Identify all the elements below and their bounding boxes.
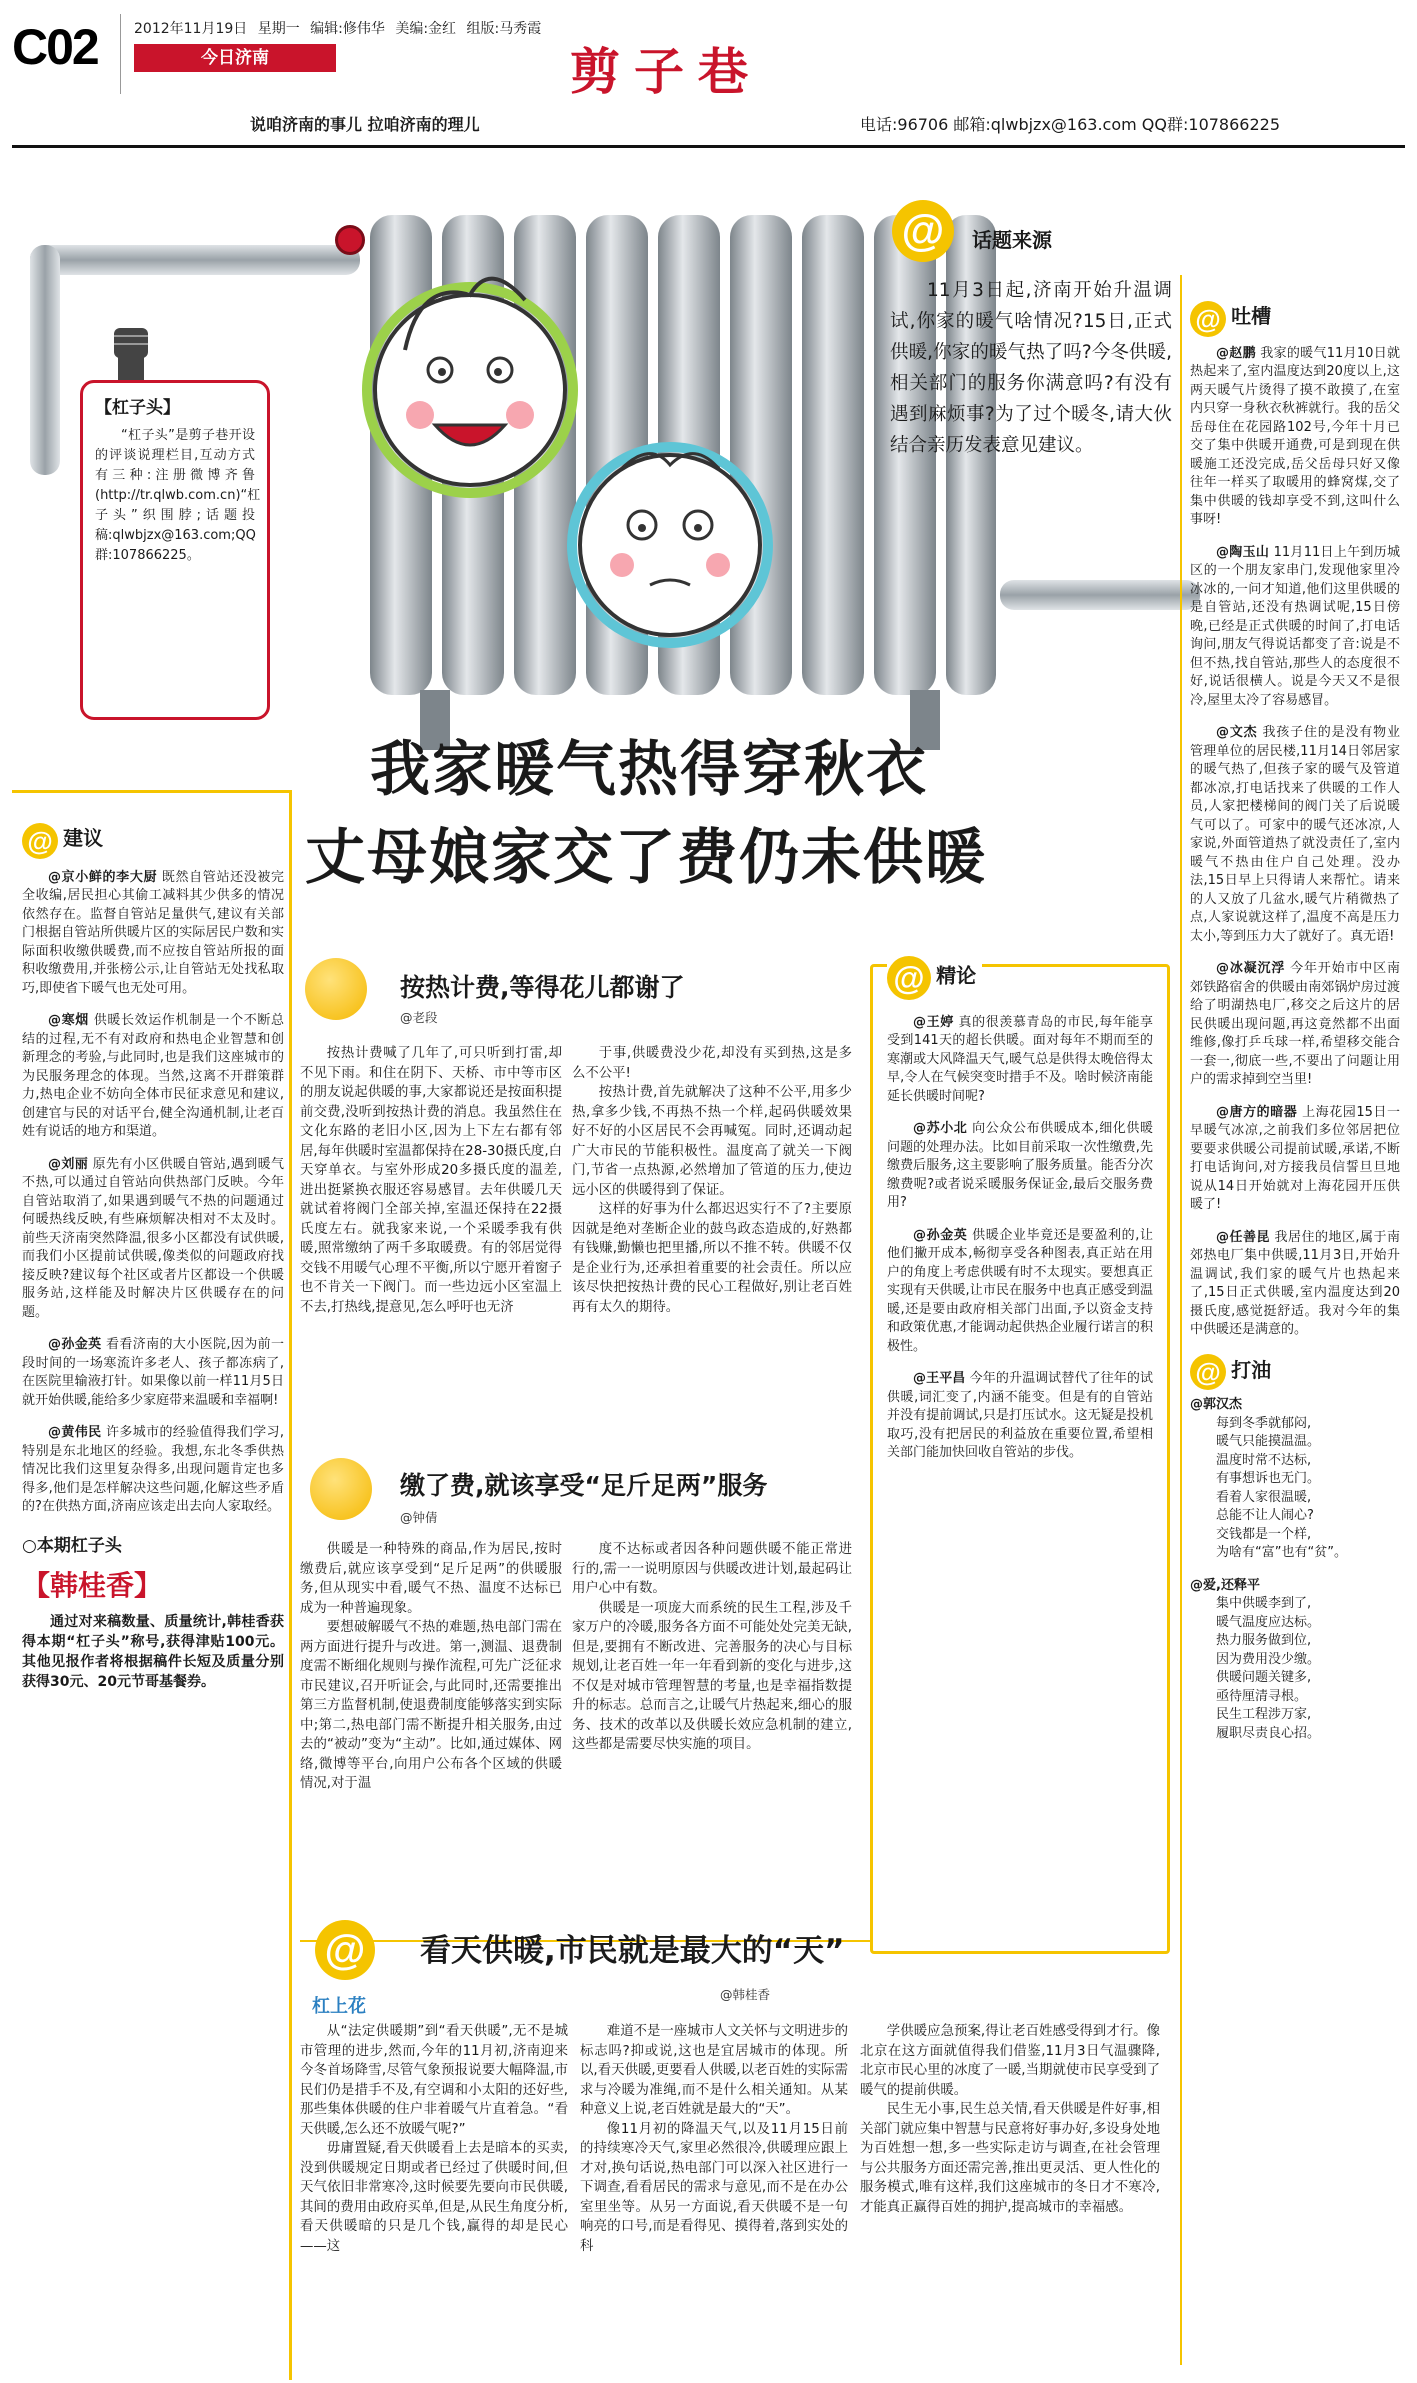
comment-text: 今年开始市中区南郊铁路宿舍的供暖由南郊锅炉房过渡给了明湖热电厂,移交之后这片的居民供暖出现问题,再这竟然都不出面维修,像打乒乓球一样,希望移交能合一套一,彻底一些,不要出了问题让用户的需求掉到空当里! <box>1190 961 1400 1087</box>
poem-entry <box>1190 1396 1400 1563</box>
at-icon: @ <box>22 823 58 859</box>
comment-entry <box>22 1336 284 1410</box>
comment-entry <box>887 1227 1153 1357</box>
comment-text: 真的很羡慕青岛的市民,每年能享受到141天的超长供暖。面对每年不期而至的寒潮或大风降温天气,暖气总是供得太晚倍得太早,令人在气候突变时措手不及。啥时候济南能延长供暖时间呢? <box>887 1014 1153 1104</box>
headline-line-2: 丈母娘家交了费仍未供暖 <box>305 823 987 893</box>
comment-author: @王平昌 <box>913 1371 966 1386</box>
comment-text: 向公众公布供暖成本,细化供暖问题的处理办法。比如目前采取一次性缴费,先缴费后服务,这主要影响了服务质量。能否分次缴费呢?或者说采暖服务保证金,最后交服务费用? <box>887 1121 1153 1210</box>
article-paragraph: 民生无小事,民生总关情,看天供暖是件好事,相关部门就应集中智慧与民意将好事办好,多设身处地为百姓想一想,多一些实际走访与调查,在社会管理与公共服务方面还需完善,推出更灵活、更人性化的服务模式,唯有这样,我们这座城市的冬日才不寒冷,才能真正赢得百姓的拥护,提高城市的幸福感。 <box>860 2102 1160 2215</box>
at-icon: @ <box>892 200 954 262</box>
poem-line: 为啥有“富”也有“贫”。 <box>1216 1545 1347 1560</box>
rant-heading: 吐槽 <box>1231 304 1272 328</box>
contact-info: 电话:96706 邮箱:qlwbjzx@163.com QQ群:107866225 <box>860 115 1281 134</box>
poem-line: 暖气只能摸温温。 <box>1216 1434 1321 1449</box>
article-paragraph: 这样的好事为什么都迟迟实行不了?主要原因就是绝对垄断企业的鼓鸟政态造成的,好熟都有钱赚,勤懒也把里播,所以不推不转。供暖不仅是企业行为,还承担着重要的社会责任。所以应该尽快把按热计费的民心工程做好,别让老百姓再有太久的期待。 <box>572 1202 852 1315</box>
comment-entry <box>1190 960 1400 1090</box>
comment-text: 11月11日上午到历城区的一个朋友家串门,发现他家里冷冰冰的,一问才知道,他们这里供暖的是自管站,还没有热调试呢,15日傍晚,已经是正式供暖的时间了,打电话询问,朋友气得说话都变了音:说是不但不热,找自管站,那些人的态度很不好,说话很横人。说是今天又不是很冷,屋里太冷了容易感冒。 <box>1190 544 1400 708</box>
article-paragraph: 供暖是一项庞大而系统的民生工程,涉及千家万户的冷暖,服务各方面不可能处处完美无缺,但是,要拥有不断改进、完善服务的决心与目标规划,让老百姓一年一年看到新的变化与进步,这不仅是对城市管理智慧的考量,也是幸福指数提升的标志。总而言之,让暖气片热起来,细心的服务、技术的改革以及供暖长效应急机制的建立,这些都是需要尽快实施的项目。 <box>572 1600 852 1752</box>
gangzitou-info-box <box>80 380 270 720</box>
this-issue-box <box>22 1531 284 1692</box>
pipe-illustration <box>30 245 60 475</box>
article3-column-3 <box>860 2022 1160 2217</box>
header-rule <box>12 145 1405 148</box>
comment-author: @寒烟 <box>48 1013 89 1028</box>
article3-column-2 <box>580 2022 848 2256</box>
article2-column-2 <box>572 1540 852 1755</box>
doggerel-heading: 打油 <box>1231 1357 1272 1382</box>
valve-icon <box>335 225 365 255</box>
comment-text: 我孩子住的是没有物业管理单位的居民楼,11月14日邻居家的暖气热了,但孩子家的暖气及管道都冰凉,打电话找来了供暖的工作人员,人家把楼梯间的阀门关了后说暖气可以了。可家中的暖气还冰凉,人家说,外面管道热了就没责任了,室内暖气不热由住户自己处理。没办法,15日早上只得请人来帮忙。请来的人又放了几盆水,暖气片稍微热了点,人家说就这样了,温度不高是压力太小,等到压力大了就好了。真无语! <box>1190 725 1400 944</box>
poem-line: 因为费用没少缴。 <box>1216 1651 1321 1667</box>
article3-byline: @韩桂香 <box>720 1987 771 2002</box>
insight-heading: 精论 <box>936 963 977 987</box>
comment-text: 今年的升温调试替代了往年的试供暖,词汇变了,内涵不能变。但是有的自管站并没有提前调试,只是打压试水。这无疑是投机取巧,没有把居民的利益放在重要位置,希望相关部门能加快回收自管站的步伐。 <box>887 1371 1153 1460</box>
comment-text: 看看济南的大小医院,因为前一段时间的一场寒流许多老人、孩子都冻病了,在医院里输液打针。如果像以前一样11月5日就开始供暖,能给多少家庭带来温暖和幸福啊! <box>22 1337 284 1408</box>
this-issue-winner: 【韩桂香】 <box>22 1568 163 1602</box>
poem-entry <box>1190 1577 1400 1744</box>
gangzitou-title: 【杠子头】 <box>95 398 180 418</box>
pipe-illustration <box>30 245 360 275</box>
article-paragraph: 度不达标或者因各种问题供暖不能正常进行的,需一一说明原因与供暖改进计划,最起码让用户心中有数。 <box>572 1542 852 1596</box>
this-issue-label: ○本期杠子头 <box>22 1535 122 1556</box>
poem-author: @郭汉杰 <box>1190 1397 1243 1412</box>
poem-line: 履职尽责良心招。 <box>1216 1725 1321 1741</box>
poem-line: 交钱都是一个样, <box>1216 1526 1312 1542</box>
page-number: C02 <box>12 19 98 75</box>
poem-line: 集中供暖李到了, <box>1216 1596 1312 1611</box>
poem-line: 总能不让人闹心? <box>1216 1508 1314 1523</box>
at-icon: @ <box>315 1920 375 1980</box>
poem-line: 民生工程涉万家, <box>1216 1707 1312 1722</box>
gangzitou-body: “杠子头”是剪子巷开设的评谈说理栏目,互动方式有三种:注册微博齐鲁(http://tr.qlwb.com.cn)“杠子头”织围脖;话题投稿:qlwbjzx@163.com;QQ群:107866225。 <box>95 428 261 563</box>
article-paragraph: 毋庸置疑,看天供暖看上去是暗本的买卖,没到供暖规定日期或者已经过了供暖时间,但天气依旧非常寒冷,这时候要先要向市民供暖,其间的费用由政府买单,但是,从民生角度分析,看天供暖暗的只是几个钱,赢得的却是民心——这 <box>300 2141 568 2254</box>
comment-author: @孙金英 <box>913 1227 968 1243</box>
poem-line: 供暖问题关键多, <box>1216 1670 1312 1685</box>
edition-meta: 2012年11月19日 星期一 编辑:修伟华 美编:金红 组版:马秀霞 <box>134 21 542 37</box>
article-paragraph: 按热计费,首先就解决了这种不公平,用多少热,拿多少钱,不再热不热一个样,起码供暖效果好不好的小区居民不会再喊冤。同时,还调动起广大市民的节能积极性。温度高了就关一下阀门,节省一点热源,必然增加了管道的压力,使边远小区的供暖得到了保证。 <box>572 1085 852 1198</box>
comment-entry <box>887 1370 1153 1463</box>
comment-author: @孙金英 <box>48 1337 102 1352</box>
comment-author: @王婷 <box>913 1014 954 1030</box>
comment-entry <box>1190 1229 1400 1340</box>
comment-author: @文杰 <box>1216 725 1258 740</box>
at-icon: @ <box>1190 1354 1226 1390</box>
comment-author: @苏小北 <box>913 1121 968 1136</box>
article-paragraph: 要想破解暖气不热的难题,热电部门需在两方面进行提升与改进。第一,测温、退费制度需不断细化规则与操作流程,可先广泛征求市民建议,召开听证会,与此同时,还需要推出第三方监督机制,使退费制度能够落实到实际中;第二,热电部门需不断提升相关服务,由过去的“被动”变为“主动”。比如,通过媒体、网络,微博等平台,向用户公布各个区域的供暖情况,对于温 <box>300 1620 562 1791</box>
comment-text: 供暖长效运作机制是一个不断总结的过程,无不有对政府和热电企业智慧和创新理念的考验,与此同时,也是我们这座城市的为民服务理念的体现。当然,这离不开群策群力,热电企业不妨向全体市民征求意见和建议,创建官与民的对话平台,健全沟通机制,让老百姓有说话的地方和渠道。 <box>22 1013 284 1139</box>
rant-sidebar <box>1190 300 1400 1757</box>
topic-heading: 话题来源 <box>972 228 1052 252</box>
article2-column-1 <box>300 1540 562 1794</box>
comment-author: @冰凝沉浮 <box>1216 961 1286 976</box>
comment-author: @刘丽 <box>48 1156 89 1172</box>
poem-line: 热力服务做到位, <box>1216 1633 1312 1648</box>
comment-entry <box>22 869 284 999</box>
article-paragraph: 学供暖应急预案,得让老百姓感受得到才行。像北京在这方面就值得我们借鉴,11月3日气温骤降,北京市民心里的冰度了一暖,当期就使市民享受到了暖气的提前供暖。 <box>860 2024 1160 2098</box>
suggestion-sidebar <box>22 822 284 1692</box>
comment-author: @京小鲜的李大厨 <box>48 869 158 885</box>
comment-author: @陶玉山 <box>1216 544 1270 560</box>
poem-line: 暖气温度应达标。 <box>1216 1614 1321 1630</box>
comment-entry <box>22 1156 284 1323</box>
article-paragraph: 按热计费喊了几年了,可只听到打雷,却不见下雨。和住在阴下、天桥、市中等市区的朋友说起供暖的事,大家都说还是按面积提前交费,没听到按热计费的消息。我虽然住在文化东路的老旧小区,因为上下左右都有邻居,每年供暖时室温都保持在28-30摄氏度,白天穿单衣。与室外形成20多摄氏度的温差,进出挺紧换衣服还容易感冒。去年供暖几天就试着将阀门全部关掉,室温还保持在22摄氏度左右。就我家来说,一个采暖季我有供暖,照常缴纳了两千多取暖费。有的邻居觉得交钱不用暖气心理不平衡,所以宁愿开着窗子也不肯关一下阀门。而一些边远小区室温上不去,打热线,提意见,怎么呼吁也无济 <box>300 1046 562 1315</box>
article3-title: 看天供暖,市民就是最大的“天” <box>420 1933 845 1969</box>
poem-line: 温度时常不达标, <box>1216 1452 1312 1468</box>
article3-tag: 杠上花 <box>312 1996 366 2017</box>
section-label: 今日济南 <box>134 44 336 72</box>
article1-column-1 <box>300 1044 562 1317</box>
article2-byline: @钟倩 <box>400 1510 438 1525</box>
surprised-face-icon <box>310 1458 372 1520</box>
comment-text: 既然自管站还没被完全收编,居民担心其偷工减料其少供多的情况依然存在。监督自管站足量供气,建议有关部门根据自管站所供暖片区的实际居民户数和实际面积收缴供暖费,而不应按自管站所报的面积收缴费用,并张榜公示,让自管站无处找私取巧,即使省下暖气也无处可用。 <box>22 869 284 996</box>
poem-line: 有事想诉也无门。 <box>1216 1471 1321 1486</box>
article1-title: 按热计费,等得花儿都谢了 <box>400 973 685 1002</box>
insight-box <box>870 959 1170 1954</box>
comment-entry <box>22 1012 284 1142</box>
poem-line: 看着人家很温暖, <box>1216 1489 1312 1505</box>
comment-text: 供暖企业毕竟还是要盈利的,让他们撇开成本,畅彻享受各种图表,真正站在用户的角度上考虑供暖有时不太现实。要想真正实现有天供暖,让市民在服务中也真正感受到温暖,还是要由政府相关部门出面,予以资金支持和政策优惠,才能调动起供热企业履行诺言的积极性。 <box>887 1227 1153 1354</box>
poem-line: 每到冬季就郁闷, <box>1216 1415 1312 1431</box>
comment-text: 我家的暖气11月10日就热起来了,室内温度达到20度以上,这两天暖气片烫得了摸不敢摸了,在室内只穿一身秋衣秋裤就行。我的岳父岳母住在花园路102号,今年十月已交了集中供暖开通费,可是到现在供暖施工还没完成,岳父岳母只好又像往年一样买了取暖用的蜂窝煤,交了集中供暖的钱却享受不到,这叫什么事呀! <box>1190 345 1400 527</box>
article-paragraph: 于事,供暖费没少花,却没有买到热,这是多么不公平! <box>572 1046 852 1081</box>
article-paragraph: 供暖是一种特殊的商品,作为居民,按时缴费后,就应该享受到“足斤足两”的供暖服务,但从现实中看,暖气不热、温度不达标已成为一种普遍现象。 <box>300 1542 562 1616</box>
comment-entry <box>22 1424 284 1517</box>
column-title: 剪子巷 <box>570 42 762 101</box>
article-paragraph: 难道不是一座城市人文关怀与文明进步的标志吗?抑或说,这也是宜居城市的体现。所以,看天供暖,更要看人供暖,以老百姓的实际需求与冷暖为准绳,而不是什么相关通知。从某种意义上说,老百姓就是最大的“天”。 <box>580 2024 848 2117</box>
suggestion-heading: 建议 <box>63 826 104 850</box>
poem-author: @爱,还释平 <box>1190 1577 1260 1593</box>
comment-entry <box>1190 345 1400 530</box>
comment-entry <box>1190 1104 1400 1215</box>
header-divider <box>120 14 121 94</box>
comment-text: 原先有小区供暖自管站,遇到暖气不热,可以通过自管站向供热部门反映。今年自管站取消了,如果遇到暖气不热的问题通过何暖热线反映,有些麻烦解决相对不太及时。前些天济南突然降温,很多小区都没有试供暖,而我们小区提前试供暖,像类似的问题政府找接反映?建议每个社区或者片区都设一个供暖服务站,这样能及时解决片区供暖存在的问题。 <box>22 1156 284 1320</box>
at-icon: @ <box>887 956 931 1000</box>
comment-author: @唐方的暗器 <box>1216 1104 1298 1120</box>
comment-author: @任善昆 <box>1216 1229 1270 1245</box>
article-paragraph: 从“法定供暖期”到“看天供暖”,无不是城市管理的进步,然而,今年的11月初,济南迎来今冬首场降雪,尽管气象预报说要大幅降温,市民们仍是措手不及,有空调和小太阳的还好些,那些集体供暖的住户非着暖气片直着急。“看天供暖,怎么还不放暖气呢?” <box>300 2024 568 2137</box>
article1-column-2 <box>572 1044 852 1317</box>
comment-entry <box>1190 724 1400 946</box>
headline-line-1: 我家暖气热得穿秋衣 <box>370 735 928 805</box>
frown-face-icon <box>305 958 367 1020</box>
comment-entry <box>1190 544 1400 711</box>
article1-byline: @老段 <box>400 1010 438 1025</box>
this-issue-text: 通过对来稿数量、质量统计,韩桂香获得本期“杠子头”称号,获得津贴100元。其他见报作者将根据稿件长短及质量分别获得30元、20元节哥基餐券。 <box>22 1613 284 1690</box>
comment-text: 我居住的地区,属于南郊热电厂集中供暖,11月3日,开始升温调试,我们家的暖气片也热起来了,15日正式供暖,室内温度达到20摄氏度,感觉挺舒适。我对今年的集中供暖还是满意的。 <box>1190 1229 1400 1337</box>
article-paragraph: 像11月初的降温天气,以及11月15日前的持续寒冷天气,家里必然很冷,供暖理应跟上才对,换句话说,热电部门可以深入社区进行一下调查,看看居民的需求与意见,而不是在办公室里坐等。从另一方面说,看天供暖不是一句响亮的口号,而是看得见、摸得着,落到实处的科 <box>580 2121 848 2254</box>
at-icon: @ <box>1190 301 1226 337</box>
poem-line: 亟待厘清寻根。 <box>1216 1688 1308 1704</box>
comment-entry <box>887 1120 1153 1213</box>
topic-paragraph: 11月3日起,济南开始升温调试,你家的暖气啥情况?15日,正式供暖,你家的暖气热了吗?今冬供暖,相关部门的服务你满意吗?有没有遇到麻烦事?为了过个暖冬,请大伙结合亲历发表意见建议。 <box>890 280 1172 456</box>
comment-author: @黄伟民 <box>48 1425 102 1440</box>
article3-column-1 <box>300 2022 568 2256</box>
comment-text: 上海花园15日一早暖气冰凉,之前我们多位邻居把位要要求供暖公司提前试暖,承诺,不断打电话询问,对方接我员信誓旦旦地说从14日开始就对上海花园开压供暖了! <box>1190 1104 1400 1212</box>
comment-text: 许多城市的经验值得我们学习,特别是东北地区的经验。我想,东北冬季供热情况比我们这里复杂得多,出现问题肯定也多得多,他们是怎样解决这些问题,化解这些矛盾的?在供热方面,济南应该走出去向人家取经。 <box>22 1425 284 1514</box>
column-slogan: 说咱济南的事儿 拉咱济南的理儿 <box>250 115 480 134</box>
comment-author: @赵鹏 <box>1216 345 1256 361</box>
comment-entry <box>887 1014 1153 1107</box>
topic-body <box>890 275 1172 461</box>
pipe-illustration <box>1000 580 1200 610</box>
article2-title: 缴了费,就该享受“足斤足两”服务 <box>400 1471 768 1500</box>
